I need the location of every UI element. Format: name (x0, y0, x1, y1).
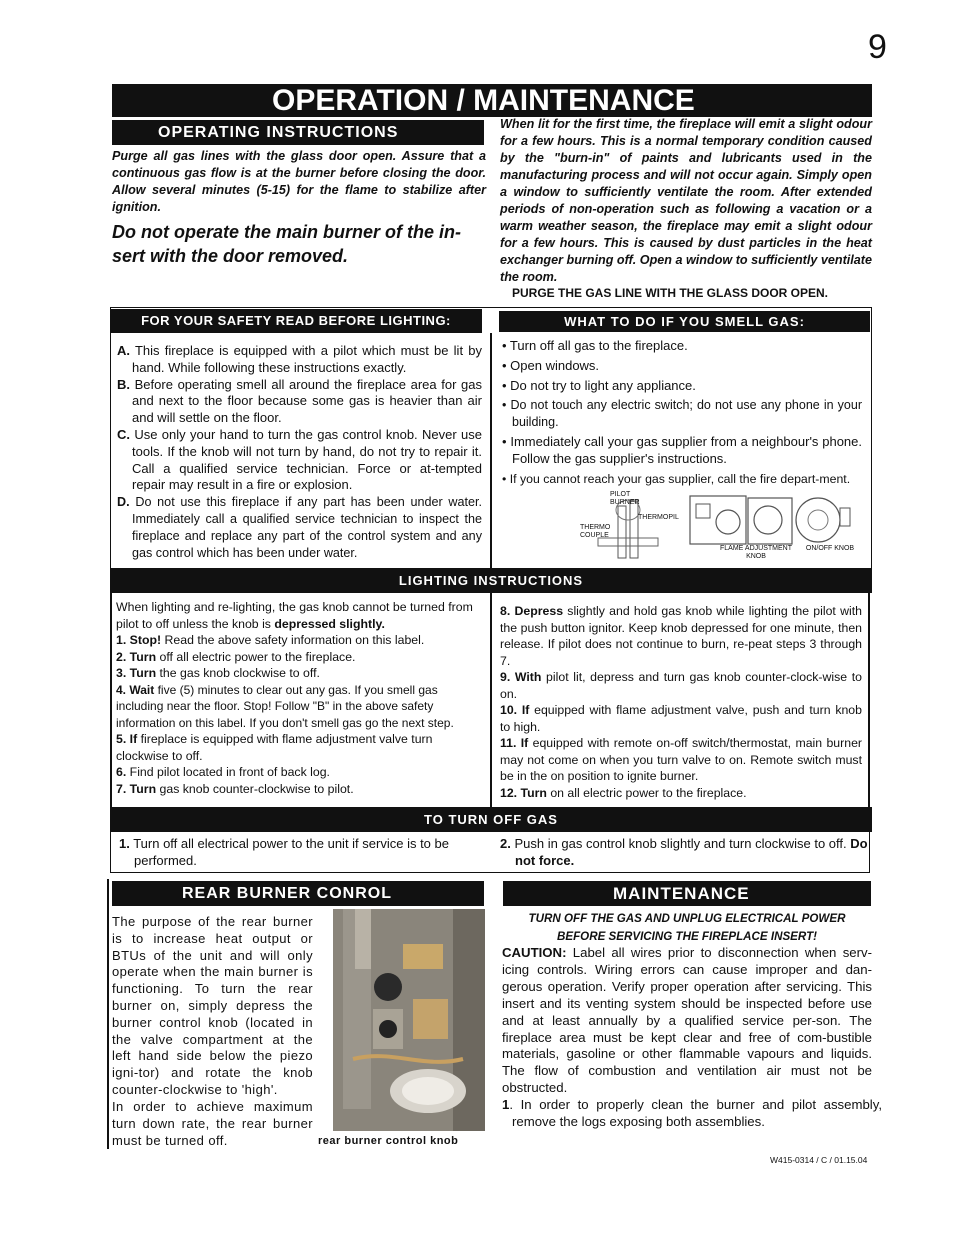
purge-note: PURGE THE GAS LINE WITH THE GLASS DOOR OPEN. (512, 286, 829, 300)
lighting-step: 7. Turn gas knob counter-clockwise to pilot. (116, 781, 354, 796)
rear-burner-rule (107, 879, 109, 1149)
smell-gas-list (502, 338, 862, 490)
safety-list (117, 343, 482, 561)
maintenance-heading: MAINTENANCE (503, 881, 871, 906)
lighting-divider (490, 593, 492, 808)
document-code: W415-0314 / C / 01.15.04 (770, 1155, 868, 1165)
flame-knob-label: FLAME ADJUSTMENT KNOB (720, 545, 792, 560)
rear-burner-heading: REAR BURNER CONROL (112, 881, 484, 906)
door-warning: Do not operate the main burner of the in-sert with the door removed. (112, 222, 462, 266)
turn-off-heading: TO TURN OFF GAS (110, 807, 872, 832)
lighting-step: 9. With pilot lit, depress and turn gas knob counter-clock-wise to on. (500, 670, 862, 701)
lighting-step: 5. If fireplace is equipped with flame adjustment valve turn clockwise to off. (116, 732, 433, 763)
lighting-step: 8. Depress slightly and hold gas knob while lighting the pilot with the push button ignitor. Keep knob depressed for one minute, then release. If pilot does not continue to burn, re-peat steps 3 through 7. (500, 604, 862, 668)
lighting-step: 12. Turn on all electric power to the fireplace. (500, 785, 747, 800)
lighting-right-border (868, 593, 870, 808)
maintenance-caution: CAUTION: Label all wires prior to disconnection when serv-icing controls. Wiring errors can cause improper and dan-gerous operation. Verify proper operation after servicing. This insert and its venting system should be inspected before use and at least annually by a qualified service per-son. The fireplace area must be kept clear and free of com-bustible materials, gasoline or other flammable vapours and liquids. The flow of combustion and ventilation air must not be obstructed. (502, 945, 872, 1096)
page-number: 9 (868, 28, 887, 66)
turn-off-step-1: 1. Turn off all electrical power to the unit if service is to be performed. (119, 836, 449, 868)
rear-burner-text: The purpose of the rear burner is to increase heat output or BTUs of the unit and will only operate when the main burner is functioning. To turn the rear burner on, simply depress the burner control knob (located in the valve compartment at the left hand side below the piezo igni-tor) and rotate the knob counter-clockwise to 'high'. (112, 914, 313, 1097)
onoff-knob-label: ON/OFF KNOB (805, 545, 855, 552)
operating-intro: Purge all gas lines with the glass door open. Assure that a continuous gas flow is at the burner before closing the door. Allow several minutes (5-15) for the flame to stabilize after ignition. (112, 149, 486, 214)
lighting-intro: When lighting and re-lighting, the gas knob cannot be turned from pilot to off unless the knob is depressed slightly. (116, 600, 473, 631)
operating-heading: OPERATING INSTRUCTIONS (112, 120, 484, 145)
safety-heading: FOR YOUR SAFETY READ BEFORE LIGHTING: (110, 309, 482, 333)
lighting-step: 6. Find pilot located in front of back log. (116, 765, 330, 779)
lighting-heading: LIGHTING INSTRUCTIONS (110, 568, 872, 593)
lighting-step: 4. Wait five (5) minutes to clear out any gas. If you smell gas including near the floor. Stop! Follow "B" in the above safety information on this label. If you don't smell gas go the next step. (116, 682, 454, 730)
smell-gas-item: • Open windows. (502, 357, 600, 373)
safety-item: C. Use only your hand to turn the gas control knob. Never use tools. If the knob will not turn by hand, do not try to repair it. Call a qualified service technician. Force or at-tempted repair may result in a fire or explosion. (117, 426, 482, 493)
lighting-left (116, 599, 482, 797)
safety-item: D. Do not use this fireplace if any part has been under water. Immediately call a qualified service technician to inspect the fireplace and replace any part of the control system and any gas control which has been under water. (117, 495, 482, 560)
lighting-step: 3. Turn the gas knob clockwise to off. (116, 666, 320, 680)
lighting-step: 11. If equipped with remote on-off switch/thermostat, main burner may not come on when you turn valve to on. Remote switch must be in the on position to ignite burner. (500, 736, 863, 783)
lighting-step: 2. Turn off all electric power to the fireplace. (116, 649, 356, 664)
gas-valve-diagram (578, 488, 866, 566)
safety-item: A. This fireplace is equipped with a pilot which must be lit by hand. While following these instructions exactly. (117, 343, 482, 375)
maintenance-warning: TURN OFF THE GAS AND UNPLUG ELECTRICAL POWER BEFORE SERVICING THE FIREPLACE INSERT! (528, 912, 846, 943)
rear-burner-photo (333, 909, 485, 1131)
smell-gas-heading: WHAT TO DO IF YOU SMELL GAS: (499, 311, 870, 332)
lighting-step: 1. Stop! Read the above safety information on this label. (116, 633, 425, 647)
rear-burner-text-2: In order to achieve maximum turn down rate, the rear burner must be turned off. (112, 1099, 313, 1148)
smell-gas-item: • Turn off all gas to the fireplace. (502, 338, 688, 353)
lighting-right (500, 603, 862, 801)
smell-gas-item: • Do not try to light any appliance. (502, 377, 696, 393)
smell-gas-item: • If you cannot reach your gas supplier, call the fire depart-ment. (502, 471, 851, 486)
turn-off-step-2: 2. Push in gas control knob slightly and turn clockwise to off. Do not force. (500, 836, 868, 868)
photo-caption: rear burner control knob (318, 1135, 459, 1147)
maintenance-item-1: 1. In order to properly clean the burner and pilot assembly, remove the logs exposing both assemblies. (502, 1097, 882, 1129)
thermocouple-label: THERMO COUPLE (580, 524, 611, 539)
column-divider (490, 333, 492, 569)
thermopile-label: THERMOPIL (638, 514, 679, 521)
smell-gas-item: • Do not touch any electric switch; do not use any phone in your building. (502, 398, 862, 430)
first-light-note: When lit for the first time, the fireplace will emit a slight odour for a few hours. This is a normal temporary condition caused by the "burn-in" of paints and lubricants used in the manufacturing process and will not occur again. Simply open a window to sufficiently ventilate the room. After extended periods of non-operation such as following a vacation or a warm weather season, the fireplace may emit a slight odour for a few hours. This is caused by dust particles in the heat exchanger burning off. Open a window to sufficiently ventilate the room. (500, 117, 872, 284)
pilot-burner-label: PILOT BURNER (610, 491, 640, 506)
safety-item: B. Before operating smell all around the fireplace area for gas and next to the floor because some gas is heavier than air and will settle on the floor. (117, 376, 482, 426)
rear-burner-photo-drawing (333, 909, 485, 1131)
smell-gas-item: • Immediately call your gas supplier from a neighbour's phone. Follow the gas supplier's instructions. (502, 433, 862, 466)
lighting-left-border (110, 593, 112, 808)
page-title: OPERATION / MAINTENANCE (112, 84, 872, 117)
lighting-step: 10. If equipped with flame adjustment valve, push and turn knob to high. (500, 703, 862, 734)
